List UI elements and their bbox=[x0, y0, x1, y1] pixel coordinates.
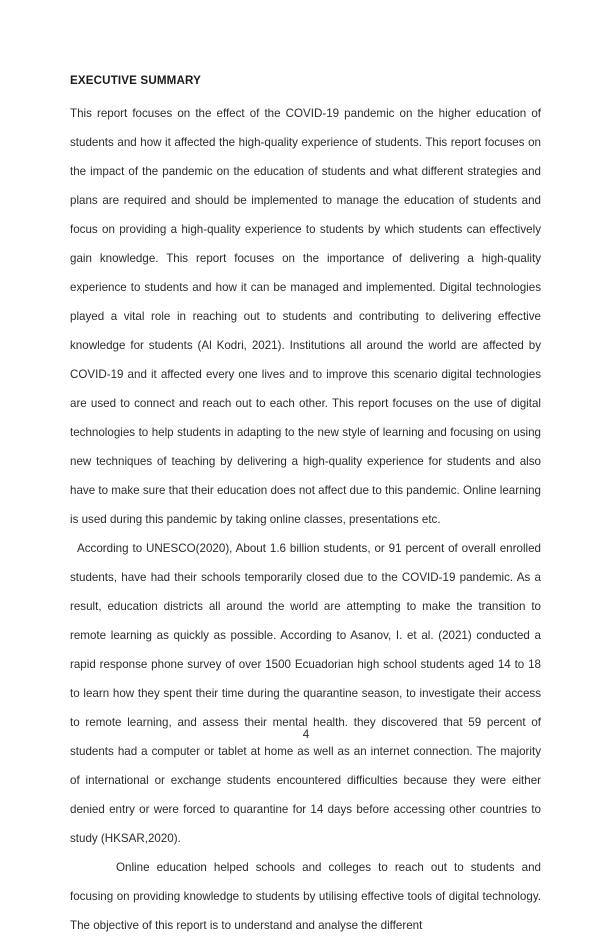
page-title: EXECUTIVE SUMMARY bbox=[70, 74, 201, 87]
paragraph-3: Online education helped schools and colleges to reach out to students and focusing on providing knowledge to students by utilising effective tools of digital technology. The objective of this report is to understand and analyse the different bbox=[70, 861, 541, 932]
paragraph-1: This report focuses on the effect of the COVID-19 pandemic on the higher education of students and how it affected the high-quality experience of students. This report focuses on the impact of the pandemic on the education of students and what different strategies and plans are required and should be implemented to manage the education of students and focus on providing a high-quality experience to students by which students can effectively gain knowledge. This report focuses on the importance of delivering a high-quality experience to students and how it can be managed and implemented. Digital technologies played a vital role in reaching out to students and contributing to delivering effective knowledge for students (Al Kodri, 2021). Institutions all around the world are affected by COVID-19 and it affected every one lives and to improve this scenario digital technologies are used to connect and reach out to each other. This report focuses on the use of digital technologies to help students in adapting to the new style of learning and focusing on using new techniques of teaching by delivering a high-quality experience for students and also have to make sure that their education does not affect due to this pandemic. Online learning is used during this pandemic by taking online classes, presentations etc. bbox=[70, 107, 541, 526]
document-body bbox=[70, 70, 541, 940]
page-number: 4 bbox=[302, 728, 310, 741]
paragraph-2: According to UNESCO(2020), About 1.6 billion students, or 91 percent of overall enrolled students, have had their schools temporarily closed due to the COVID-19 pandemic. As a result, education districts all around the world are attempting to make the transition to remote learning as quickly as possible. According to Asanov, I. et al. (2021) conducted a rapid response phone survey of over 1500 Ecuadorian high school students aged 14 to 18 to learn how they spent their time during the quarantine season, to investigate their access to remote learning, and assess their mental health. they discovered that 59 percent of students had a computer or tablet at home as well as an internet connection. The majority of international or exchange students encountered difficulties because they were either denied entry or were forced to quarantine for 14 days before accessing other countries to study (HKSAR,2020). bbox=[70, 542, 541, 845]
